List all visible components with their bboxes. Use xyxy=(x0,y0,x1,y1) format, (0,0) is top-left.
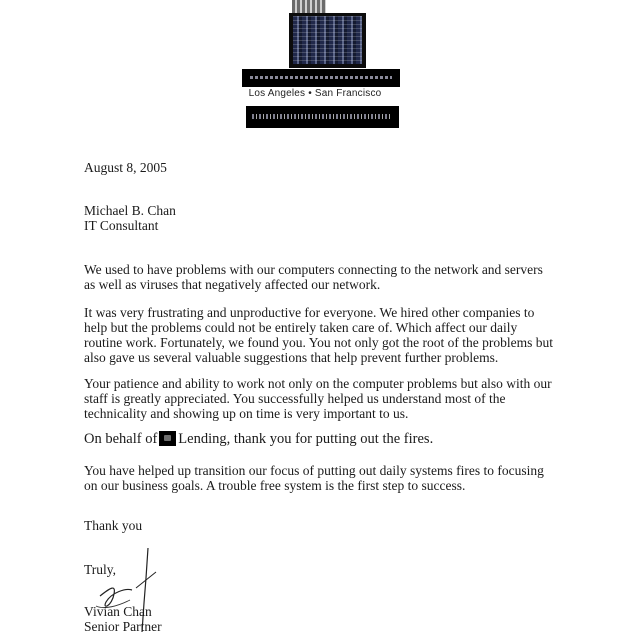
recipient-title: IT Consultant xyxy=(84,218,159,233)
redacted-company-address xyxy=(246,106,399,128)
behalf-suffix: Lending, thank you for putting out the fires. xyxy=(178,431,434,447)
valediction: Truly, xyxy=(84,562,117,577)
logo-tower-graphic xyxy=(292,0,326,14)
signer-block xyxy=(84,604,162,634)
signer-name: Vivian Chan xyxy=(84,604,152,619)
letterhead-cities: Los Angeles • San Francisco xyxy=(248,88,382,99)
recipient-name: Michael B. Chan xyxy=(84,203,176,218)
letter-date: August 8, 2005 xyxy=(84,160,167,175)
company-logo xyxy=(289,13,366,68)
signer-title: Senior Partner xyxy=(84,619,162,634)
thank-you-line: Thank you xyxy=(84,518,143,533)
behalf-prefix: On behalf of xyxy=(84,431,158,447)
redacted-company-name xyxy=(242,69,400,87)
recipient-block xyxy=(84,203,176,233)
redacted-company-mark xyxy=(159,431,176,446)
body-paragraph-2: It was very frustrating and unproductive for everyone. We hired other companies to help but the problems could not be entirely taken care of. Which affect our daily routine work. Fortunately, we found you. You not only got the root of the problems but also gave us several valuable suggestions that help prevent further problems. xyxy=(84,305,553,365)
body-paragraph-1: We used to have problems with our computers connecting to the network and servers as well as viruses that negatively affected our network. xyxy=(84,262,543,292)
closing-paragraph: You have helped up transition our focus of putting out daily systems fires to focusing on our business goals. A trouble free system is the first step to success. xyxy=(84,463,544,493)
behalf-line xyxy=(84,431,554,448)
body-paragraph-3: Your patience and ability to work not only on the computer problems but also with our staff is greatly appreciated. You successfully helped us understand most of the technicality and showing up on time is very important to us. xyxy=(84,376,552,421)
